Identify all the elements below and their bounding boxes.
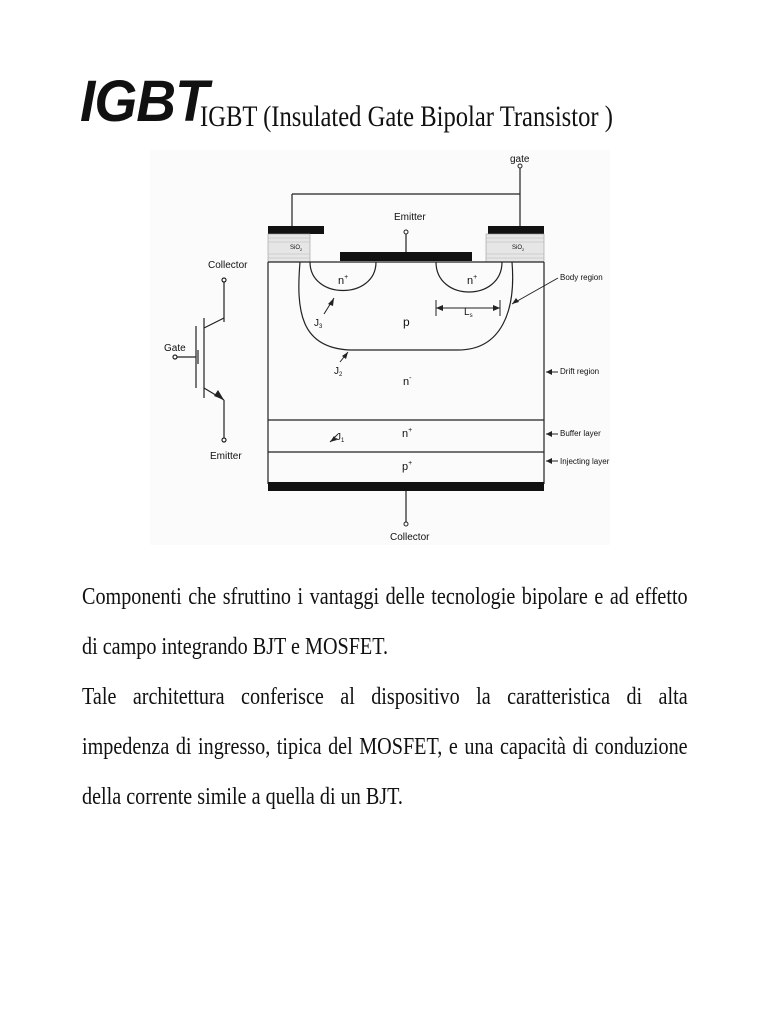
symbol-gate-label: Gate [164, 343, 186, 354]
n-minus-label: n- [403, 375, 412, 388]
symbol-collector-label: Collector [208, 260, 248, 271]
page-title: IGBT (Insulated Gate Bipolar Transistor ) [200, 100, 613, 133]
buffer-layer-label: Buffer layer [560, 429, 601, 438]
body-text [82, 572, 688, 822]
right-sio2-label: SiO$_2$ [512, 245, 525, 252]
ls-label: $L_s$ [464, 307, 473, 319]
right-gate-metal [488, 226, 544, 234]
n-plus-buffer-label: n+ [402, 427, 413, 440]
symbol-emitter-label: Emitter [210, 451, 242, 462]
right-n-plus-label: n+ [467, 274, 478, 287]
left-n-plus-label: n+ [338, 274, 349, 287]
emitter-label: Emitter [394, 212, 426, 223]
body-region-label: Body region [560, 273, 603, 282]
left-gate-metal [268, 226, 324, 234]
j1-label: $J_1$ [336, 432, 345, 444]
injecting-layer-label: Injecting layer [560, 457, 610, 466]
emitter-terminal [404, 230, 408, 234]
collector-metal [268, 482, 544, 491]
drift-region-label: Drift region [560, 367, 600, 376]
left-sio2-label: SiO$_2$ [290, 245, 303, 252]
gate-label: gate [510, 154, 530, 165]
igbt-logo: IGBT [80, 69, 208, 134]
p-plus-label: p+ [402, 460, 413, 473]
p-region-label: p [403, 315, 410, 329]
j3-label: $J_3$ [314, 318, 323, 330]
paragraph-2: Tale architettura conferisce al dispositivo la caratteristica di alta impedenza di ingresso, tipica del MOSFET, e una capacità di conduzione della corrente simile a quella di un BJT. [82, 684, 688, 810]
igbt-cross-section-diagram [150, 150, 610, 545]
j2-label: $J_2$ [334, 366, 343, 378]
collector-terminal [404, 522, 408, 526]
collector-label: Collector [390, 532, 430, 543]
paragraph-1: Componenti che sfruttino i vantaggi delle tecnologie bipolare e ad effetto di campo integrando BJT e MOSFET. [82, 584, 688, 660]
emitter-metal [340, 252, 472, 261]
